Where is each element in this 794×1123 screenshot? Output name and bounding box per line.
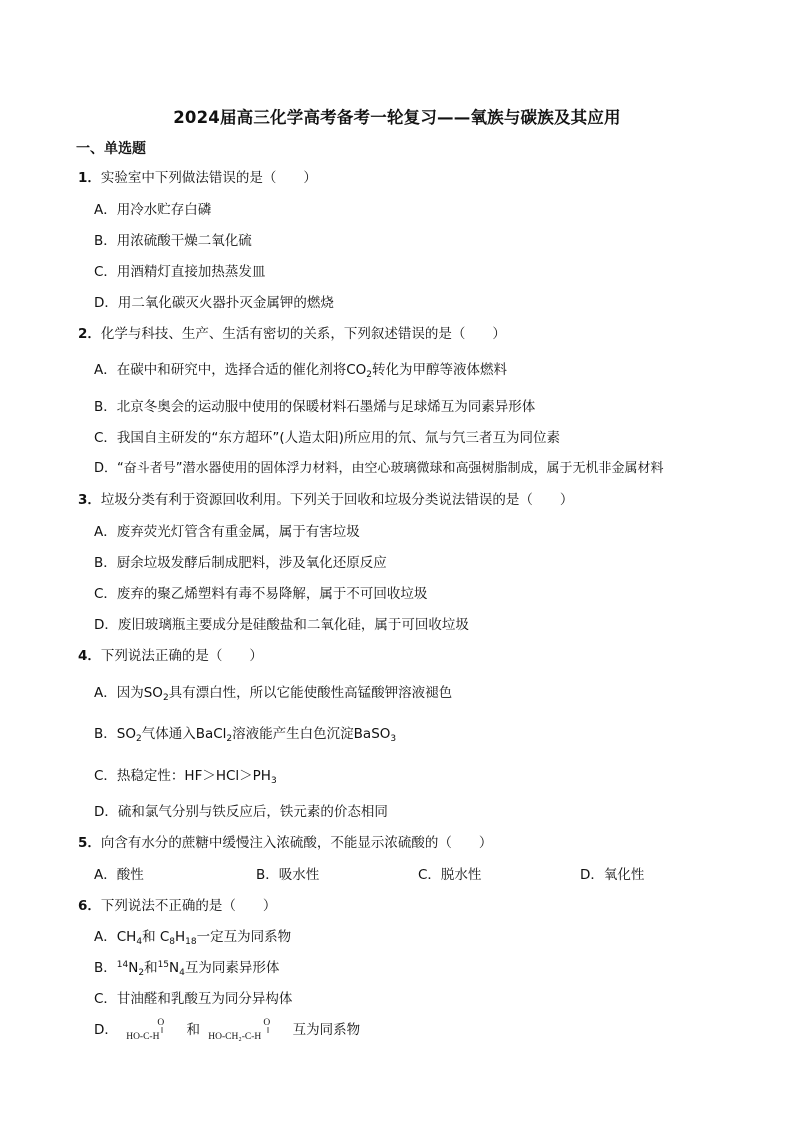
question-3 <box>78 488 573 508</box>
question-4 <box>78 644 263 664</box>
question-stem: 实验室中下列做法错误的是（ ） <box>100 170 317 186</box>
q3-option-c: C．废弃的聚乙烯塑料有毒不易降解，属于不可回收垃圾 <box>94 586 428 602</box>
question-1 <box>78 166 317 186</box>
question-number: 4． <box>78 648 101 664</box>
question-number: 2． <box>78 326 101 342</box>
q2-option-c: C．我国自主研发的“东方超环”(人造太阳)所应用的氘、氚与氕三者互为同位素 <box>94 430 560 446</box>
q1-option-c: C．用酒精灯直接加热蒸发皿 <box>94 264 266 280</box>
q4-option-b: B．$SO_2$气体通入BaCl$_2$溶液能产生白色沉淀BaSO$_3$ <box>94 726 397 744</box>
q3-option-b: B．厨余垃圾发酵后制成肥料，涉及氧化还原反应 <box>94 555 387 571</box>
question-number: 5． <box>78 835 101 851</box>
question-5 <box>78 831 492 851</box>
q5-option-c: C．脱水性 <box>418 867 482 883</box>
q4-option-d: D．硫和氯气分别与铁反应后，铁元素的价态相同 <box>94 804 388 820</box>
question-number: 3． <box>78 492 101 508</box>
q3-option-a: A．废弃荧光灯管含有重金属，属于有害垃圾 <box>94 524 360 540</box>
glycolaldehyde-structure: O ǁ HO-CH₂-C-H <box>208 1019 284 1042</box>
q5-option-a: A．酸性 <box>94 867 144 883</box>
double-bond-mark: ǁ <box>267 1025 270 1035</box>
q2-option-b: B．北京冬奥会的运动服中使用的保暖材料石墨烯与足球烯互为同素异形体 <box>94 399 536 415</box>
section-heading: 一、单选题 <box>76 141 146 157</box>
formic-acid-structure: O ǁ HO-C-H <box>126 1019 178 1042</box>
q2-option-a: A．在碳中和研究中，选择合适的催化剂将$CO_2$转化为甲醇等液体燃料 <box>94 362 508 380</box>
question-stem: 下列说法正确的是（ ） <box>100 648 263 664</box>
question-number: 6． <box>78 898 101 914</box>
q2-option-d: D．“奋斗者号”潜水器使用的固体浮力材料，由空心玻璃微球和高强树脂制成，属于无机非金属材料 <box>94 461 664 476</box>
q6-option-b: B．$^{14}N_2$和$^{15}N_4$互为同素异形体 <box>94 960 280 978</box>
q6-option-c: C．甘油醛和乳酸互为同分异构体 <box>94 991 293 1007</box>
q5-option-b: B．吸水性 <box>256 867 320 883</box>
question-number: 1． <box>78 170 101 186</box>
q1-option-b: B．用浓硫酸干燥二氧化硫 <box>94 233 252 249</box>
q6-option-a: A．$CH_4$和 $C_8H_{18}$一定互为同系物 <box>94 929 292 947</box>
question-2 <box>78 322 506 342</box>
q4-option-c: C．热稳定性：$HF>HCl>PH_3$ <box>94 768 277 786</box>
question-6 <box>78 894 276 914</box>
q1-option-a: A．用冷水贮存白磷 <box>94 202 212 218</box>
q5-option-d: D．氧化性 <box>580 867 645 883</box>
q4-option-a: A．因为$SO_2$具有漂白性，所以它能使酸性高锰酸钾溶液褪色 <box>94 685 453 703</box>
q1-option-d: D．用二氧化碳灭火器扑灭金属钾的燃烧 <box>94 295 334 311</box>
q3-option-d: D．废旧玻璃瓶主要成分是硅酸盐和二氧化硅，属于可回收垃圾 <box>94 617 469 633</box>
question-stem: 化学与科技、生产、生活有密切的关系，下列叙述错误的是（ ） <box>100 326 506 342</box>
question-stem: 向含有水分的蔗糖中缓慢注入浓硫酸，不能显示浓硫酸的（ ） <box>100 835 493 851</box>
question-stem: 下列说法不正确的是（ ） <box>100 898 277 914</box>
double-bond-mark: ǁ <box>160 1025 164 1035</box>
q6-option-d: D． O ǁ HO-C-H 和 O ǁ HO-CH₂-C-H 互为同系物 <box>94 1017 361 1042</box>
page-title: 2024届高三化学高考备考一轮复习——氧族与碳族及其应用 <box>173 108 621 127</box>
question-stem: 垃圾分类有利于资源回收利用。下列关于回收和垃圾分类说法错误的是（ ） <box>100 492 574 508</box>
